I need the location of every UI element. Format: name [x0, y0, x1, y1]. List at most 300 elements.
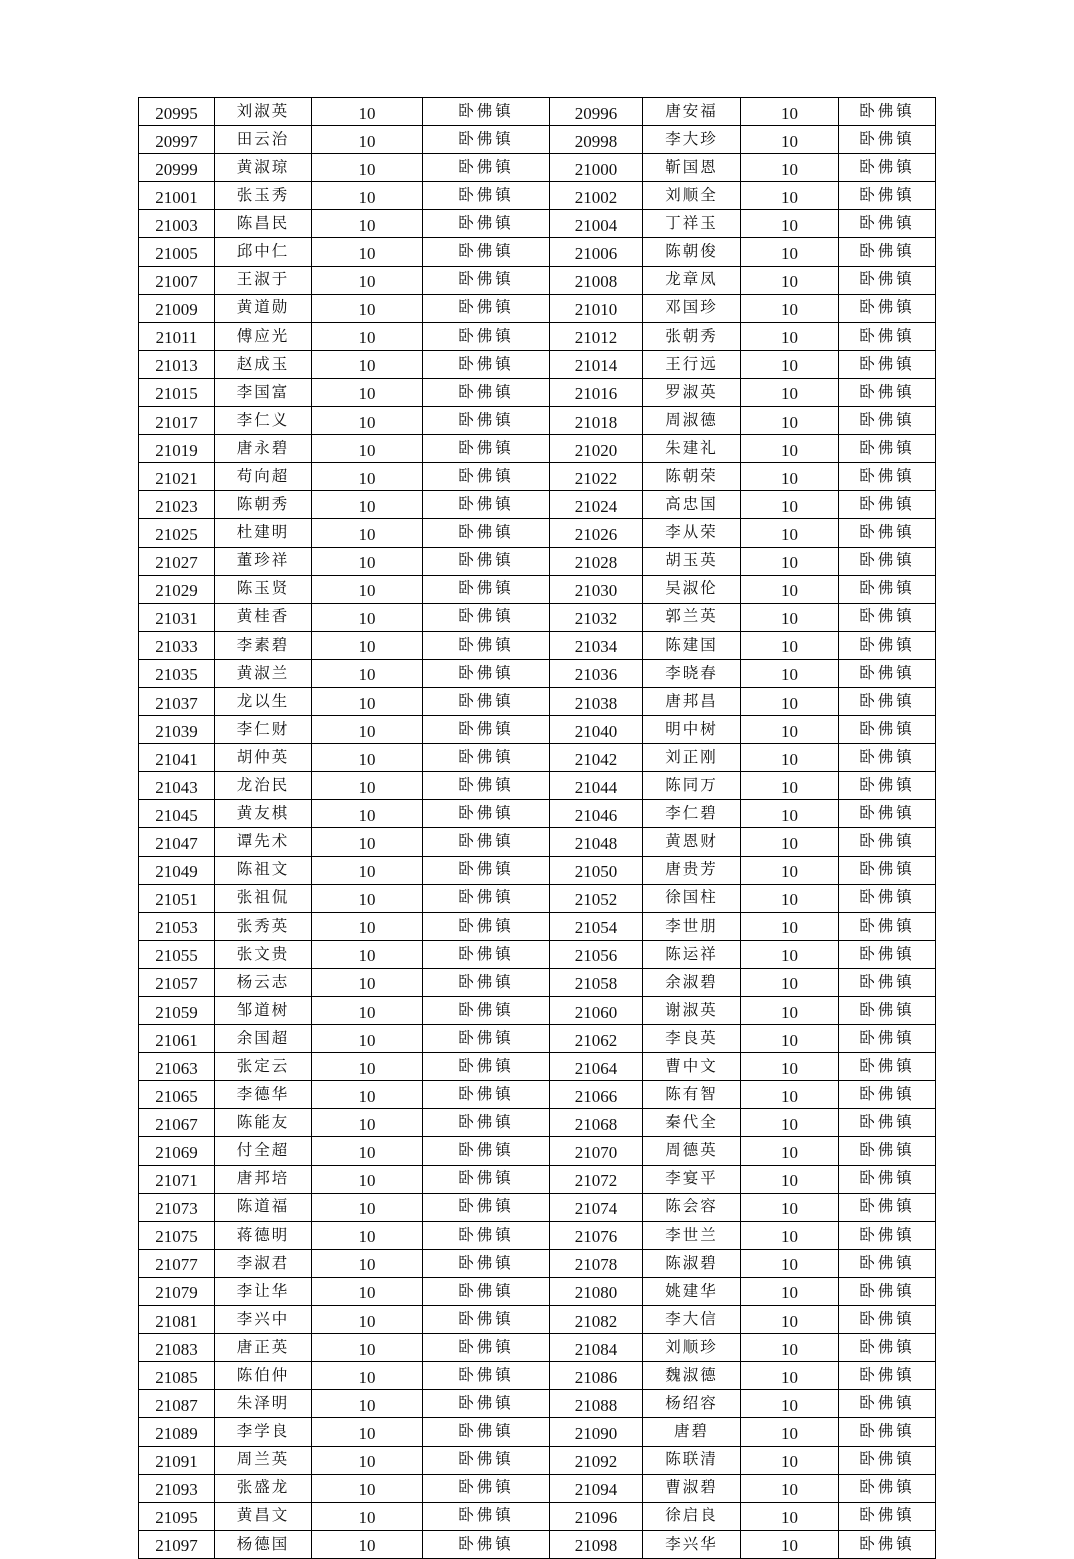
record-id-cell: 21044 [550, 772, 643, 800]
person-name-cell: 李从荣 [643, 519, 741, 547]
person-name-cell: 朱泽明 [215, 1390, 312, 1418]
town-cell: 卧佛镇 [839, 1193, 936, 1221]
town-cell: 卧佛镇 [423, 1221, 550, 1249]
person-name-cell: 陈有智 [643, 1081, 741, 1109]
town-cell: 卧佛镇 [839, 238, 936, 266]
amount-cell: 10 [741, 772, 839, 800]
record-id-cell: 21056 [550, 940, 643, 968]
town-cell: 卧佛镇 [839, 1165, 936, 1193]
record-id-cell: 21027 [139, 547, 215, 575]
record-id-cell: 21034 [550, 631, 643, 659]
table-row [139, 1418, 936, 1446]
person-name-cell: 陈朝荣 [643, 463, 741, 491]
amount-cell: 10 [741, 997, 839, 1025]
amount-cell: 10 [741, 828, 839, 856]
amount-cell: 10 [741, 1446, 839, 1474]
table-row [139, 800, 936, 828]
table-row [139, 1081, 936, 1109]
record-id-cell: 21018 [550, 407, 643, 435]
amount-cell: 10 [312, 828, 423, 856]
amount-cell: 10 [741, 1474, 839, 1502]
amount-cell: 10 [741, 1249, 839, 1277]
town-cell: 卧佛镇 [423, 98, 550, 126]
person-name-cell: 李仁义 [215, 407, 312, 435]
table-row [139, 603, 936, 631]
person-name-cell: 黄道勋 [215, 294, 312, 322]
amount-cell: 10 [312, 378, 423, 406]
record-id-cell: 20997 [139, 126, 215, 154]
person-name-cell: 姚建华 [643, 1277, 741, 1305]
amount-cell: 10 [741, 350, 839, 378]
amount-cell: 10 [741, 435, 839, 463]
person-name-cell: 陈昌民 [215, 210, 312, 238]
amount-cell: 10 [312, 716, 423, 744]
record-id-cell: 21066 [550, 1081, 643, 1109]
town-cell: 卧佛镇 [839, 322, 936, 350]
person-name-cell: 张玉秀 [215, 182, 312, 210]
person-name-cell: 陈会容 [643, 1193, 741, 1221]
town-cell: 卧佛镇 [839, 1362, 936, 1390]
record-id-cell: 21061 [139, 1025, 215, 1053]
table-row [139, 1306, 936, 1334]
person-name-cell: 陈淑碧 [643, 1249, 741, 1277]
amount-cell: 10 [741, 1109, 839, 1137]
record-id-cell: 21074 [550, 1193, 643, 1221]
town-cell: 卧佛镇 [839, 1025, 936, 1053]
town-cell: 卧佛镇 [423, 1502, 550, 1530]
person-name-cell: 王淑于 [215, 266, 312, 294]
person-name-cell: 黄友棋 [215, 800, 312, 828]
record-id-cell: 21037 [139, 687, 215, 715]
town-cell: 卧佛镇 [839, 744, 936, 772]
town-cell: 卧佛镇 [839, 884, 936, 912]
person-name-cell: 唐邦昌 [643, 687, 741, 715]
record-id-cell: 21003 [139, 210, 215, 238]
person-name-cell: 傅应光 [215, 322, 312, 350]
amount-cell: 10 [741, 856, 839, 884]
record-id-cell: 21071 [139, 1165, 215, 1193]
amount-cell: 10 [312, 940, 423, 968]
record-id-cell: 21017 [139, 407, 215, 435]
record-id-cell: 21030 [550, 575, 643, 603]
town-cell: 卧佛镇 [839, 1306, 936, 1334]
record-id-cell: 21041 [139, 744, 215, 772]
town-cell: 卧佛镇 [839, 1109, 936, 1137]
town-cell: 卧佛镇 [423, 154, 550, 182]
amount-cell: 10 [741, 631, 839, 659]
amount-cell: 10 [312, 1193, 423, 1221]
amount-cell: 10 [312, 631, 423, 659]
person-name-cell: 李让华 [215, 1277, 312, 1305]
amount-cell: 10 [312, 210, 423, 238]
person-name-cell: 李晓春 [643, 659, 741, 687]
record-id-cell: 21091 [139, 1446, 215, 1474]
town-cell: 卧佛镇 [839, 1277, 936, 1305]
person-name-cell: 黄恩财 [643, 828, 741, 856]
amount-cell: 10 [741, 1053, 839, 1081]
table-row [139, 828, 936, 856]
record-id-cell: 21054 [550, 912, 643, 940]
amount-cell: 10 [312, 772, 423, 800]
record-id-cell: 21010 [550, 294, 643, 322]
record-id-cell: 21045 [139, 800, 215, 828]
table-row [139, 238, 936, 266]
table-row [139, 1277, 936, 1305]
town-cell: 卧佛镇 [423, 435, 550, 463]
record-id-cell: 21023 [139, 491, 215, 519]
town-cell: 卧佛镇 [839, 1221, 936, 1249]
person-name-cell: 李良英 [643, 1025, 741, 1053]
table-row [139, 435, 936, 463]
person-name-cell: 田云治 [215, 126, 312, 154]
record-id-cell: 21068 [550, 1109, 643, 1137]
town-cell: 卧佛镇 [839, 1446, 936, 1474]
person-name-cell: 李国富 [215, 378, 312, 406]
town-cell: 卧佛镇 [423, 378, 550, 406]
amount-cell: 10 [312, 1081, 423, 1109]
person-name-cell: 丁祥玉 [643, 210, 741, 238]
table-row [139, 940, 936, 968]
record-id-cell: 21039 [139, 716, 215, 744]
town-cell: 卧佛镇 [839, 856, 936, 884]
town-cell: 卧佛镇 [423, 772, 550, 800]
town-cell: 卧佛镇 [423, 322, 550, 350]
amount-cell: 10 [741, 154, 839, 182]
amount-cell: 10 [741, 1165, 839, 1193]
town-cell: 卧佛镇 [423, 266, 550, 294]
person-name-cell: 张定云 [215, 1053, 312, 1081]
record-id-cell: 21035 [139, 659, 215, 687]
person-name-cell: 龙治民 [215, 772, 312, 800]
table-row [139, 1221, 936, 1249]
town-cell: 卧佛镇 [839, 800, 936, 828]
table-row [139, 350, 936, 378]
amount-cell: 10 [741, 716, 839, 744]
table-row [139, 1502, 936, 1530]
person-name-cell: 唐邦培 [215, 1165, 312, 1193]
record-id-cell: 21096 [550, 1502, 643, 1530]
town-cell: 卧佛镇 [839, 1081, 936, 1109]
table-row [139, 1362, 936, 1390]
table-row [139, 912, 936, 940]
amount-cell: 10 [312, 98, 423, 126]
table-row [139, 1193, 936, 1221]
town-cell: 卧佛镇 [839, 126, 936, 154]
table-row [139, 1053, 936, 1081]
person-name-cell: 黄昌文 [215, 1502, 312, 1530]
amount-cell: 10 [312, 1446, 423, 1474]
amount-cell: 10 [312, 575, 423, 603]
town-cell: 卧佛镇 [839, 1334, 936, 1362]
amount-cell: 10 [312, 1530, 423, 1558]
town-cell: 卧佛镇 [423, 1109, 550, 1137]
table-row [139, 210, 936, 238]
town-cell: 卧佛镇 [423, 350, 550, 378]
person-name-cell: 曹中文 [643, 1053, 741, 1081]
town-cell: 卧佛镇 [423, 687, 550, 715]
person-name-cell: 李大信 [643, 1306, 741, 1334]
amount-cell: 10 [312, 322, 423, 350]
person-name-cell: 龙以生 [215, 687, 312, 715]
amount-cell: 10 [312, 1334, 423, 1362]
town-cell: 卧佛镇 [839, 1530, 936, 1558]
amount-cell: 10 [312, 744, 423, 772]
table-row [139, 547, 936, 575]
town-cell: 卧佛镇 [839, 1502, 936, 1530]
town-cell: 卧佛镇 [839, 463, 936, 491]
amount-cell: 10 [312, 1109, 423, 1137]
record-id-cell: 21053 [139, 912, 215, 940]
amount-cell: 10 [741, 294, 839, 322]
record-id-cell: 20999 [139, 154, 215, 182]
town-cell: 卧佛镇 [423, 631, 550, 659]
table-row [139, 1165, 936, 1193]
amount-cell: 10 [312, 1418, 423, 1446]
amount-cell: 10 [312, 407, 423, 435]
person-name-cell: 陈伯仲 [215, 1362, 312, 1390]
amount-cell: 10 [312, 182, 423, 210]
record-id-cell: 21002 [550, 182, 643, 210]
amount-cell: 10 [741, 800, 839, 828]
record-id-cell: 21070 [550, 1137, 643, 1165]
town-cell: 卧佛镇 [839, 1418, 936, 1446]
record-id-cell: 20998 [550, 126, 643, 154]
table-row [139, 182, 936, 210]
record-id-cell: 20995 [139, 98, 215, 126]
amount-cell: 10 [741, 687, 839, 715]
person-name-cell: 黄桂香 [215, 603, 312, 631]
person-name-cell: 陈玉贤 [215, 575, 312, 603]
amount-cell: 10 [741, 968, 839, 996]
person-name-cell: 陈联清 [643, 1446, 741, 1474]
record-id-cell: 21046 [550, 800, 643, 828]
town-cell: 卧佛镇 [839, 350, 936, 378]
town-cell: 卧佛镇 [423, 884, 550, 912]
amount-cell: 10 [741, 1334, 839, 1362]
person-name-cell: 李仁碧 [643, 800, 741, 828]
town-cell: 卧佛镇 [423, 1193, 550, 1221]
town-cell: 卧佛镇 [839, 1053, 936, 1081]
amount-cell: 10 [312, 463, 423, 491]
amount-cell: 10 [741, 1362, 839, 1390]
person-name-cell: 刘顺全 [643, 182, 741, 210]
record-id-cell: 21055 [139, 940, 215, 968]
table-row [139, 98, 936, 126]
table-row [139, 126, 936, 154]
amount-cell: 10 [741, 210, 839, 238]
record-id-cell: 21052 [550, 884, 643, 912]
town-cell: 卧佛镇 [839, 828, 936, 856]
town-cell: 卧佛镇 [839, 997, 936, 1025]
town-cell: 卧佛镇 [423, 491, 550, 519]
amount-cell: 10 [741, 1502, 839, 1530]
record-id-cell: 21081 [139, 1306, 215, 1334]
table-row [139, 1025, 936, 1053]
town-cell: 卧佛镇 [423, 997, 550, 1025]
person-name-cell: 刘淑英 [215, 98, 312, 126]
record-id-cell: 21049 [139, 856, 215, 884]
town-cell: 卧佛镇 [423, 407, 550, 435]
record-id-cell: 21042 [550, 744, 643, 772]
amount-cell: 10 [741, 575, 839, 603]
town-cell: 卧佛镇 [423, 1053, 550, 1081]
amount-cell: 10 [741, 1306, 839, 1334]
person-name-cell: 邱中仁 [215, 238, 312, 266]
person-name-cell: 苟向超 [215, 463, 312, 491]
record-id-cell: 21004 [550, 210, 643, 238]
record-id-cell: 21008 [550, 266, 643, 294]
town-cell: 卧佛镇 [423, 1362, 550, 1390]
record-id-cell: 21007 [139, 266, 215, 294]
town-cell: 卧佛镇 [423, 547, 550, 575]
town-cell: 卧佛镇 [423, 659, 550, 687]
person-name-cell: 李仁财 [215, 716, 312, 744]
record-id-cell: 21012 [550, 322, 643, 350]
table-row [139, 1474, 936, 1502]
amount-cell: 10 [741, 266, 839, 294]
town-cell: 卧佛镇 [839, 519, 936, 547]
person-name-cell: 张文贵 [215, 940, 312, 968]
record-id-cell: 21095 [139, 1502, 215, 1530]
town-cell: 卧佛镇 [423, 603, 550, 631]
table-row [139, 856, 936, 884]
record-id-cell: 21059 [139, 997, 215, 1025]
record-id-cell: 21036 [550, 659, 643, 687]
record-id-cell: 21031 [139, 603, 215, 631]
person-name-cell: 李淑君 [215, 1249, 312, 1277]
record-id-cell: 21073 [139, 1193, 215, 1221]
table-row [139, 1390, 936, 1418]
record-id-cell: 21086 [550, 1362, 643, 1390]
amount-cell: 10 [312, 435, 423, 463]
town-cell: 卧佛镇 [423, 1446, 550, 1474]
person-name-cell: 陈祖文 [215, 856, 312, 884]
person-name-cell: 董珍祥 [215, 547, 312, 575]
record-id-cell: 21022 [550, 463, 643, 491]
amount-cell: 10 [312, 1390, 423, 1418]
person-name-cell: 杨云志 [215, 968, 312, 996]
table-row [139, 407, 936, 435]
record-id-cell: 21043 [139, 772, 215, 800]
person-name-cell: 唐永碧 [215, 435, 312, 463]
amount-cell: 10 [741, 1390, 839, 1418]
amount-cell: 10 [312, 1502, 423, 1530]
town-cell: 卧佛镇 [423, 968, 550, 996]
person-name-cell: 魏淑德 [643, 1362, 741, 1390]
person-name-cell: 陈朝秀 [215, 491, 312, 519]
town-cell: 卧佛镇 [839, 968, 936, 996]
amount-cell: 10 [741, 744, 839, 772]
person-name-cell: 陈同万 [643, 772, 741, 800]
person-name-cell: 李大珍 [643, 126, 741, 154]
amount-cell: 10 [741, 884, 839, 912]
amount-cell: 10 [741, 463, 839, 491]
table-row [139, 575, 936, 603]
person-name-cell: 陈建国 [643, 631, 741, 659]
amount-cell: 10 [312, 1053, 423, 1081]
amount-cell: 10 [312, 1165, 423, 1193]
table-row [139, 1334, 936, 1362]
amount-cell: 10 [741, 659, 839, 687]
town-cell: 卧佛镇 [839, 659, 936, 687]
person-name-cell: 唐碧 [643, 1418, 741, 1446]
amount-cell: 10 [312, 1277, 423, 1305]
town-cell: 卧佛镇 [423, 1474, 550, 1502]
table-row [139, 716, 936, 744]
person-name-cell: 秦代全 [643, 1109, 741, 1137]
amount-cell: 10 [312, 519, 423, 547]
person-name-cell: 黄淑琼 [215, 154, 312, 182]
person-name-cell: 张秀英 [215, 912, 312, 940]
town-cell: 卧佛镇 [839, 266, 936, 294]
town-cell: 卧佛镇 [839, 1390, 936, 1418]
person-name-cell: 高忠国 [643, 491, 741, 519]
record-id-cell: 21006 [550, 238, 643, 266]
amount-cell: 10 [741, 1025, 839, 1053]
town-cell: 卧佛镇 [839, 294, 936, 322]
town-cell: 卧佛镇 [839, 491, 936, 519]
record-id-cell: 21084 [550, 1334, 643, 1362]
person-name-cell: 王行远 [643, 350, 741, 378]
amount-cell: 10 [741, 1530, 839, 1558]
table-row [139, 266, 936, 294]
record-id-cell: 21019 [139, 435, 215, 463]
amount-cell: 10 [312, 1025, 423, 1053]
town-cell: 卧佛镇 [839, 603, 936, 631]
person-name-cell: 李世兰 [643, 1221, 741, 1249]
person-name-cell: 胡玉英 [643, 547, 741, 575]
record-id-cell: 21032 [550, 603, 643, 631]
person-name-cell: 谢淑英 [643, 997, 741, 1025]
amount-cell: 10 [312, 1474, 423, 1502]
town-cell: 卧佛镇 [423, 1530, 550, 1558]
amount-cell: 10 [741, 912, 839, 940]
record-id-cell: 21047 [139, 828, 215, 856]
town-cell: 卧佛镇 [423, 912, 550, 940]
person-name-cell: 靳国恩 [643, 154, 741, 182]
table-row [139, 519, 936, 547]
record-id-cell: 21094 [550, 1474, 643, 1502]
town-cell: 卧佛镇 [839, 772, 936, 800]
town-cell: 卧佛镇 [839, 182, 936, 210]
person-name-cell: 陈朝俊 [643, 238, 741, 266]
table-row [139, 378, 936, 406]
person-name-cell: 刘正刚 [643, 744, 741, 772]
table-row [139, 631, 936, 659]
town-cell: 卧佛镇 [423, 575, 550, 603]
record-id-cell: 21005 [139, 238, 215, 266]
table-row [139, 659, 936, 687]
record-id-cell: 21077 [139, 1249, 215, 1277]
record-id-cell: 21000 [550, 154, 643, 182]
table-row [139, 687, 936, 715]
amount-cell: 10 [312, 1249, 423, 1277]
record-id-cell: 21080 [550, 1277, 643, 1305]
record-id-cell: 21089 [139, 1418, 215, 1446]
record-id-cell: 21090 [550, 1418, 643, 1446]
amount-cell: 10 [741, 1137, 839, 1165]
person-name-cell: 唐正英 [215, 1334, 312, 1362]
record-id-cell: 21013 [139, 350, 215, 378]
person-name-cell: 明中树 [643, 716, 741, 744]
town-cell: 卧佛镇 [423, 1081, 550, 1109]
amount-cell: 10 [741, 407, 839, 435]
town-cell: 卧佛镇 [423, 1137, 550, 1165]
person-name-cell: 刘顺珍 [643, 1334, 741, 1362]
town-cell: 卧佛镇 [423, 800, 550, 828]
person-name-cell: 余淑碧 [643, 968, 741, 996]
table-row [139, 322, 936, 350]
